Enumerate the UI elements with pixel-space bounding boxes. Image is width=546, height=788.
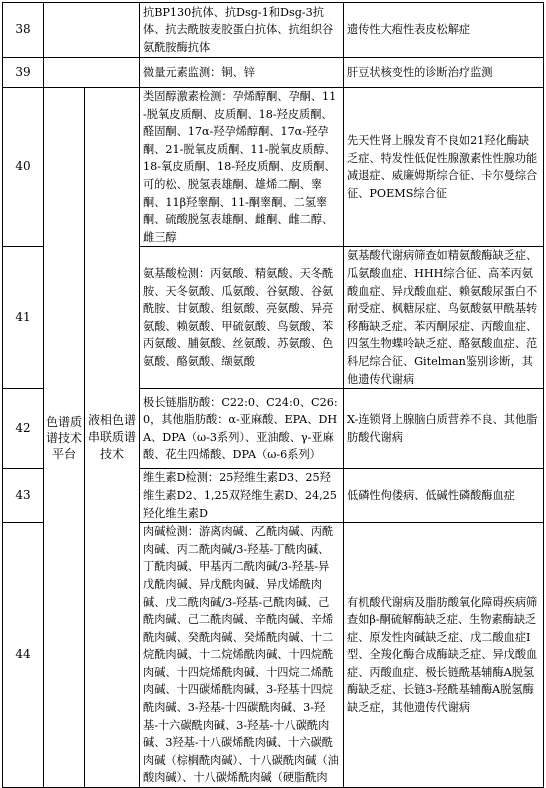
disease-cell: X-连锁肾上腺脑白质营养不良、其他脂肪酸代谢病 [344,389,544,469]
disease-cell: 肝豆状核变性的诊断治疗监测 [344,58,544,88]
category-cell: 色谱质谱技术平台 [44,88,85,788]
disease-cell: 有机酸代谢病及脂肪酸氧化障碍疾病筛查如β-酮硫解酶缺乏症、生物素酶缺乏症、原发性肉碱缺乏症、戊二酸血症Ⅰ型、全羧化酶合成酶缺乏症、异戊酸血症、丙酸血症、极长链酰基辅酶A脱氢酶缺乏症、长链3-羟酰基辅酶A脱氢酶缺乏症，其他遗传代谢病 [344,523,544,788]
empty-cell [44,58,140,88]
table-row [3,88,544,247]
test-detail: 肉碱检测：游离肉碱、乙酰肉碱、丙酰肉碱、丙二酰肉碱/3-羟基-丁酰肉碱、丁酰肉碱、甲基丙二酰肉碱/3-羟基-异戊酰肉碱、异戊酰肉碱、异戊烯酰肉碱、戊二酰肉碱/3-羟基-己酰肉碱、己酰肉碱、己二酰肉碱、辛酰肉碱、辛烯酰肉碱、癸酰肉碱、癸烯酰肉碱、十二烷酰肉碱、十二烷烯酰肉碱、十四烷酰肉碱、十四烷烯酰肉碱、十四烷二烯酰肉碱、十四碳烯酰肉碱、3-羟基十四烷酰肉碱、3-羟基-十四碳酰肉碱、3-羟基-十六碳酰肉碱、3-羟基-十八碳酰肉碱、3羟基-十八碳烯酰肉碱、十六碳酰肉碱（棕榈酰肉碱）、十八碳酰肉碱（油酸肉碱）、十八碳烯酰肉碱（硬脂酰肉 [140,523,344,788]
test-detail: 类固醇激素检测：孕烯醇酮、孕酮、11-脱氧皮质酮、皮质酮、18-羟皮质酮、醛固酮、17α-羟孕烯醇酮、17α-羟孕酮、21-脱氧皮质酮、11-脱氧皮质醇、18-氧皮质酮、18-羟皮质酮、皮质酮、可的松、脱氢表雄酮、雄烯二酮、睾酮、11β羟睾酮、11-酮睾酮、二氢睾酮、硫酸脱氢表雄酮、雌酮、雌二醇、雌三醇 [140,88,344,247]
row-number: 39 [3,58,44,88]
test-detail: 极长链脂肪酸：C22:0、C24:0、C26:0，其他脂肪酸：α-亚麻酸、EPA、DHA、DPA（ω-3系列）、亚油酸、γ-亚麻酸、花生四烯酸、DPA（ω-6系列） [140,389,344,469]
test-detail: 抗BP130抗体、抗Dsg-1和Dsg-3抗体、抗去酰胺麦胶蛋白抗体、抗组织谷氨酰胺酶抗体 [140,3,344,58]
test-table [2,2,544,788]
row-number: 38 [3,3,44,58]
test-detail: 微量元素监测：铜、锌 [140,58,344,88]
row-number: 40 [3,88,44,247]
row-number: 44 [3,523,44,788]
table-row [3,3,544,58]
disease-cell: 遗传性大疱性表皮松解症 [344,3,544,58]
empty-cell [44,3,140,58]
test-detail: 氨基酸检测：丙氨酸、精氨酸、天冬酰胺、天冬氨酸、瓜氨酸、谷氨酸、谷氨酰胺、甘氨酸、组氨酸、亮氨酸、异亮氨酸、赖氨酸、甲硫氨酸、鸟氨酸、苯丙氨酸、脯氨酸、丝氨酸、苏氨酸、色氨酸、酪氨酸、缬氨酸 [140,247,344,389]
row-number: 42 [3,389,44,469]
row-number: 41 [3,247,44,389]
disease-cell: 先天性肾上腺发育不良如21羟化酶缺乏症、特发性低促性腺激素性性腺功能减退症、威廉姆斯综合征、卡尔曼综合征、POEMS综合征 [344,88,544,247]
table-row [3,58,544,88]
disease-cell: 低磷性佝偻病、低碱性磷酸酶血症 [344,469,544,523]
disease-cell: 氨基酸代谢病筛查如精氨酸酶缺乏症、瓜氨酸血症、HHH综合征、高苯丙氨酸血症、异戊酸血症、赖氨酸尿蛋白不耐受症、枫糖尿症、鸟氨酸氨甲酰基转移酶缺乏症、苯丙酮尿症、丙酸血症、四氢生物蝶呤缺乏症、酪氨酸血症、范科尼综合征、Gitelman鉴别诊断，其他遗传代谢病 [344,247,544,389]
test-detail: 维生素D检测：25羟维生素D3、25羟维生素D2、1,25双羟维生素D、24,25羟化维生素D [140,469,344,523]
subcategory-cell: 液相色谱串联质谱技术 [85,88,140,788]
row-number: 43 [3,469,44,523]
